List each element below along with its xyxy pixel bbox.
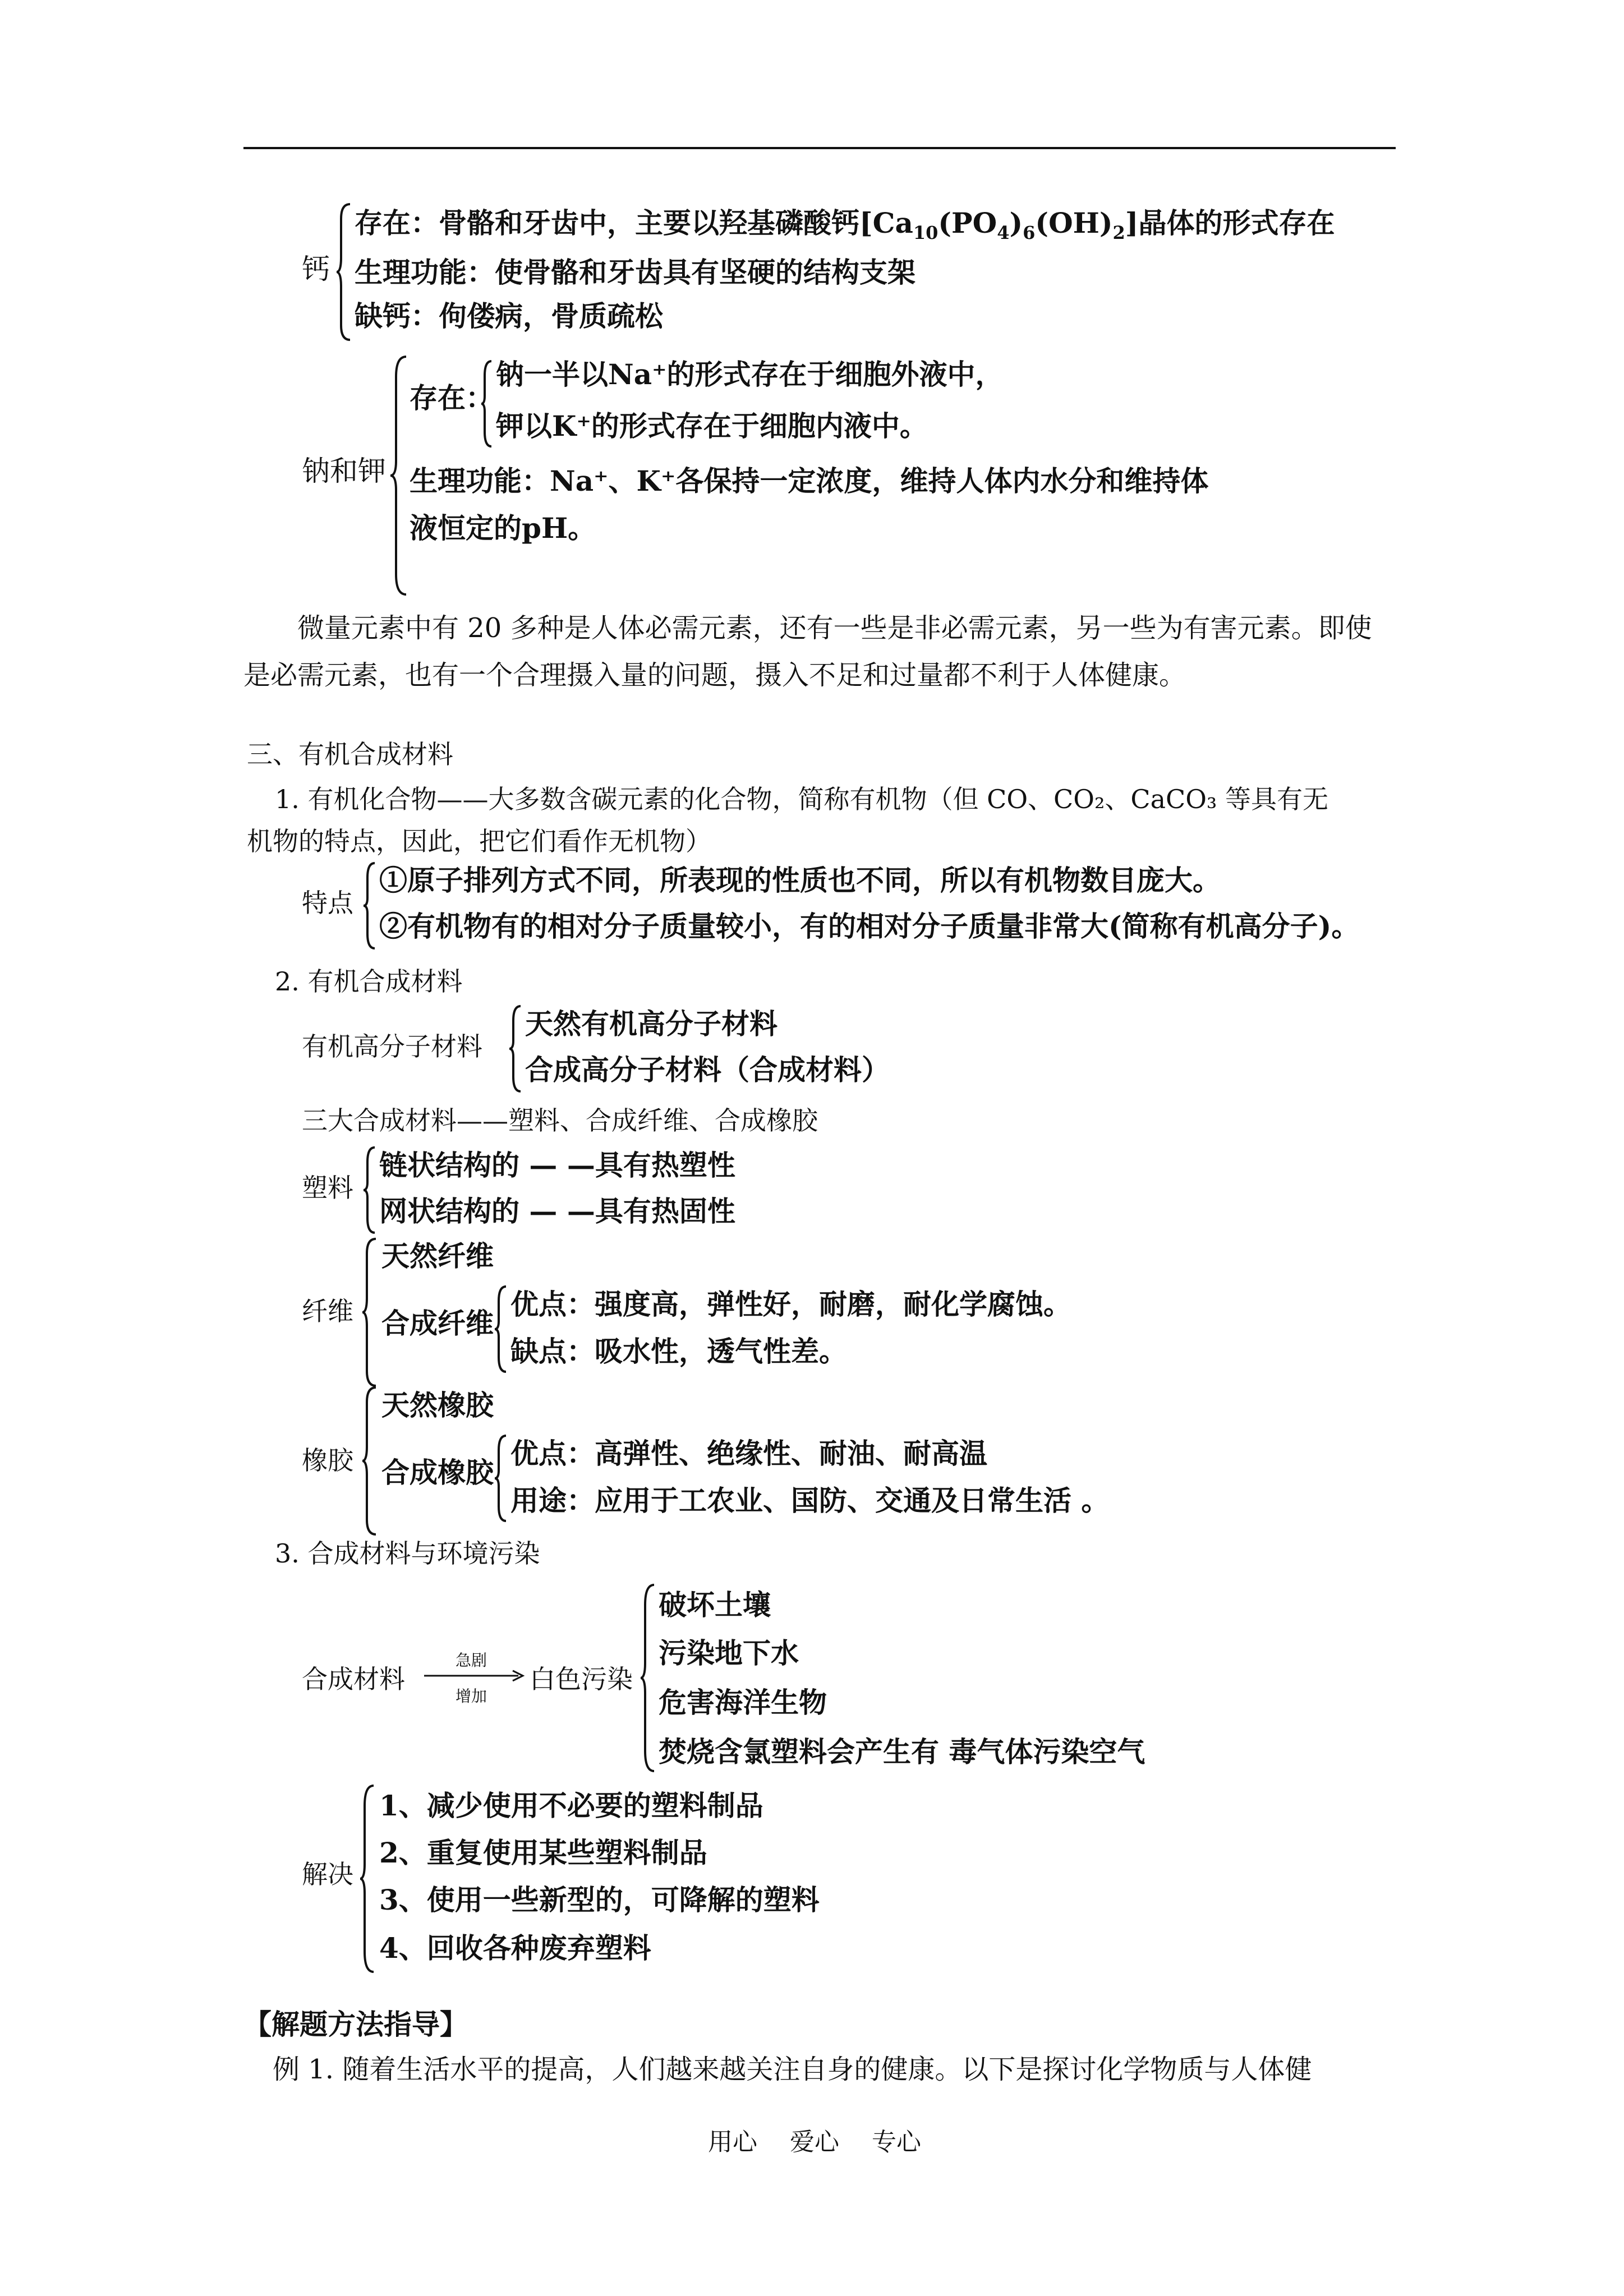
feature-1: ①原子排列方式不同，所表现的性质也不同，所以有机物数目庞大。 (379, 864, 1221, 897)
features-label: 特点 (302, 888, 353, 918)
section3-title: 三、有机合成材料 (247, 739, 453, 769)
item2: 2. 有机合成材料 (275, 966, 463, 997)
solve-brace (359, 1783, 376, 1974)
solve-2: 2、重复使用某些塑料制品 (379, 1836, 707, 1869)
trace-elements-paragraph: 微量元素中有 20 多种是人体必需元素，还有一些是非必需元素，另一些为有害元素。即使是必需元素，也有一个合理摄入量的问题，摄入不足和过量都不利于人体健康。 (243, 612, 1372, 691)
na-exist: 钠一半以Na⁺的形式存在于细胞外液中， (496, 358, 1004, 391)
polymer-synthetic: 合成高分子材料（合成材料） (525, 1053, 890, 1086)
rubber-label: 橡胶 (302, 1445, 353, 1476)
pollution-3: 危害海洋生物 (659, 1686, 827, 1719)
calcium-function: 生理功能：使骨骼和牙齿具有坚硬的结构支架 (355, 256, 915, 289)
calcium-brace (335, 202, 352, 342)
pollution-1: 破坏土壤 (659, 1588, 771, 1621)
arrow-bottom-label: 增加 (456, 1687, 487, 1705)
pollution-4: 焚烧含氯塑料会产生有 毒气体污染空气 (659, 1735, 1145, 1768)
na-k-label: 钠和钾 (302, 455, 386, 487)
page-footer: 用心 爱心 专心 (708, 2128, 921, 2156)
polymer-label: 有机高分子材料 (302, 1031, 482, 1062)
calcium-exist (355, 206, 1335, 243)
plastic-brace (362, 1145, 377, 1235)
right-arrow-icon (424, 1669, 525, 1685)
na-k-exist-brace (480, 359, 494, 449)
fiber-con: 缺点：吸水性，透气性差。 (510, 1335, 847, 1368)
rubber-synthetic-brace (494, 1433, 508, 1523)
rubber-synthetic: 合成橡胶 (381, 1456, 494, 1489)
rubber-pro: 优点：高弹性、绝缘性、耐油、耐高温 (510, 1437, 987, 1470)
solve-1: 1、减少使用不必要的塑料制品 (379, 1789, 763, 1822)
polymer-brace (508, 1004, 523, 1094)
pollution-brace (640, 1583, 656, 1773)
header-rule (243, 147, 1396, 149)
plastic-1: 链状结构的 — —具有热塑性 (379, 1149, 735, 1182)
fiber-label: 纤维 (302, 1296, 353, 1326)
k-exist: 钾以K⁺的形式存在于细胞内液中。 (496, 409, 928, 442)
plastic-label: 塑料 (302, 1173, 353, 1203)
na-k-function-1: 生理功能：Na⁺、K⁺各保持一定浓度，维持人体内水分和维持体 (410, 464, 1209, 497)
calcium-exist-suffix: 晶体的形式存在 (1138, 206, 1335, 239)
features-brace (362, 861, 377, 951)
na-k-function-2: 液恒定的pH。 (410, 511, 596, 545)
na-k-exist-label: 存在： (410, 381, 494, 414)
solve-3: 3、使用一些新型的，可降解的塑料 (379, 1883, 820, 1916)
plastic-2: 网状结构的 — —具有热固性 (379, 1195, 735, 1228)
fiber-pro: 优点：强度高，弹性好，耐磨，耐化学腐蚀。 (510, 1288, 1071, 1321)
feature-2: ②有机物有的相对分子质量较小，有的相对分子质量非常大(简称有机高分子)。 (379, 910, 1360, 943)
synthetic-material: 合成材料 (302, 1664, 405, 1694)
rubber-use: 用途：应用于工农业、国防、交通及日常生活 。 (510, 1484, 1110, 1517)
calcium-exist-prefix: 存在：骨骼和牙齿中，主要以羟基磷酸钙 (355, 206, 859, 239)
calcium-formula: $[Ca_{10}(PO_4)_6(OH)_2]$ (859, 206, 1139, 243)
solve-label: 解决 (302, 1859, 353, 1889)
polymer-natural: 天然有机高分子材料 (525, 1007, 778, 1040)
example-1: 例 1. 随着生活水平的提高，人们越来越关注自身的健康。以下是探讨化学物质与人体健 (273, 2054, 1312, 2085)
fiber-synthetic-brace (494, 1284, 508, 1374)
rubber-natural: 天然橡胶 (381, 1389, 494, 1422)
fiber-natural: 天然纤维 (381, 1239, 494, 1273)
three-major: 三大合成材料——塑料、合成纤维、合成橡胶 (302, 1105, 818, 1136)
calcium-deficiency: 缺钙：佝偻病，骨质疏松 (355, 299, 663, 333)
guide-heading: 【解题方法指导】 (243, 2008, 468, 2041)
item1-line2: 机物的特点，因此，把它们看作无机物） (247, 826, 711, 856)
na-k-brace (389, 354, 408, 597)
solve-4: 4、回收各种废弃塑料 (379, 1931, 651, 1965)
white-pollution: 白色污染 (530, 1664, 633, 1694)
item3: 3. 合成材料与环境污染 (275, 1538, 540, 1569)
fiber-brace (361, 1237, 378, 1388)
pollution-2: 污染地下水 (659, 1636, 799, 1670)
rubber-brace (361, 1385, 378, 1537)
arrow-top-label: 急剧 (456, 1651, 487, 1670)
fiber-synthetic: 合成纤维 (381, 1307, 494, 1340)
item1-line1: 1. 有机化合物——大多数含碳元素的化合物，简称有机物（但 CO、CO₂、CaCO₃ 等具有无 (275, 784, 1328, 814)
calcium-label: 钙 (302, 253, 330, 285)
